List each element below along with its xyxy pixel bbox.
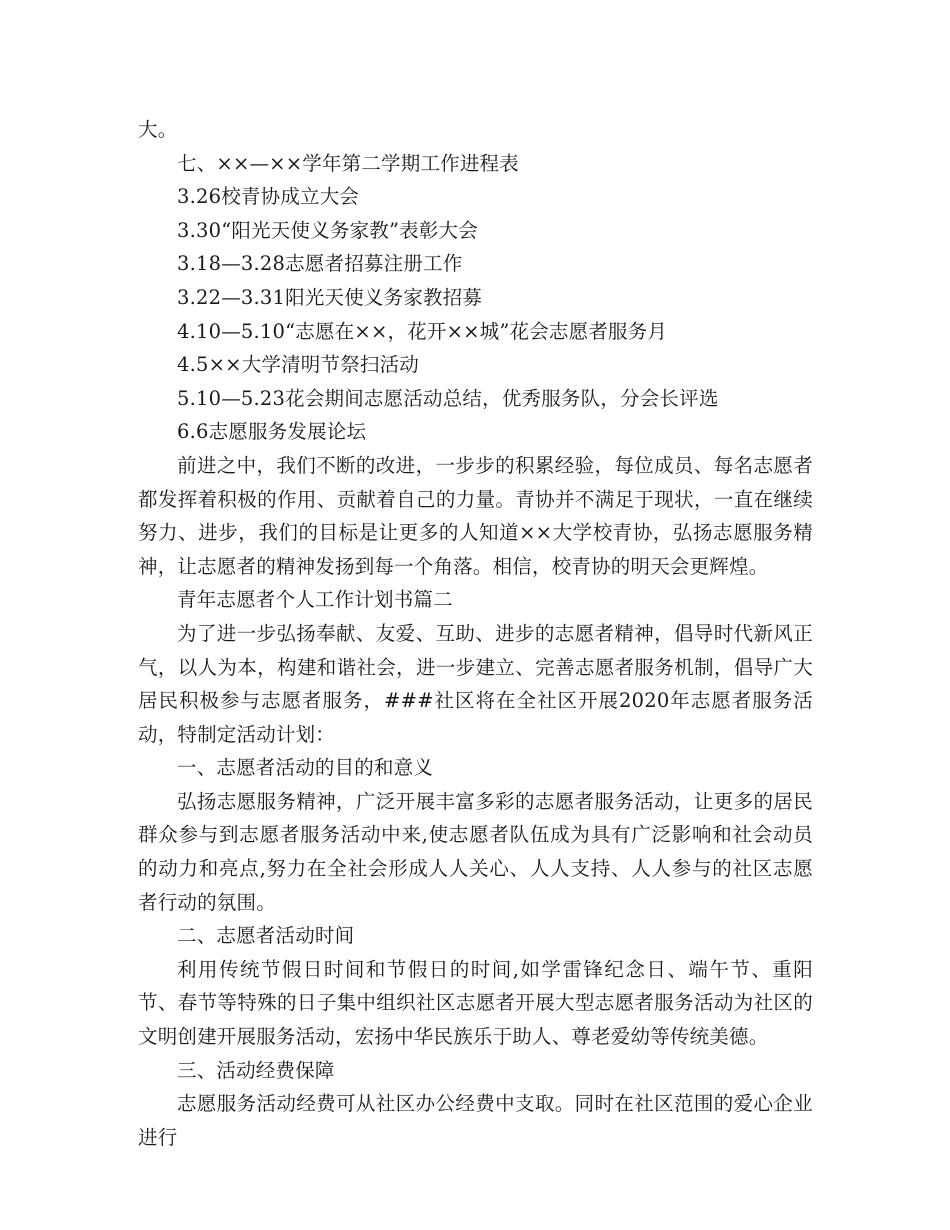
schedule-item: 3.26校青协成立大会 [177, 185, 360, 209]
body-paragraph: 志愿服务活动经费可从社区办公经费中支取。同时在社区范围的爱心企业进行 [138, 1092, 813, 1149]
section-heading: 三、活动经费保障 [177, 1058, 335, 1082]
schedule-item: 3.18—3.28志愿者招募注册工作 [177, 252, 463, 276]
schedule-item: 3.30“阳光天使义务家教”表彰大会 [177, 218, 478, 242]
schedule-item: 4.10—5.10“志愿在××，花开××城”花会志愿者服务月 [177, 319, 668, 343]
article-title: 青年志愿者个人工作计划书篇二 [177, 588, 453, 612]
schedule-item: 3.22—3.31阳光天使义务家教招募 [177, 285, 483, 309]
body-paragraph: 利用传统节假日时间和节假日的时间,如学雷锋纪念日、端午节、重阳节、春节等特殊的日子集中组织社区志愿者开展大型志愿者服务活动为社区的文明创建开展服务活动，宏扬中华民族乐于助人、尊老爱幼等传统美德。 [138, 957, 813, 1049]
paragraph-continuation: 大。 [138, 118, 178, 141]
body-paragraph: 为了进一步弘扬奉献、友爱、互助、进步的志愿者精神，倡导时代新风正气，以人为本，构建和谐社会，进一步建立、完善志愿者服务机制，倡导广大居民积极参与志愿者服务，###社区将在全社区开展2020年志愿者服务活动，特制定活动计划： [138, 621, 813, 746]
section-heading: 二、志愿者活动时间 [177, 924, 355, 948]
section-heading-schedule: 七、××—××学年第二学期工作进程表 [177, 151, 519, 175]
schedule-item: 4.5××大学清明节祭扫活动 [177, 353, 419, 377]
body-paragraph: 弘扬志愿服务精神，广泛开展丰富多彩的志愿者服务活动，让更多的居民群众参与到志愿者服务活动中来,使志愿者队伍成为具有广泛影响和社会动员的动力和亮点,努力在全社会形成人人关心、人人支持、人人参与的社区志愿者行动的氛围。 [138, 789, 813, 914]
schedule-item: 5.10—5.23花会期间志愿活动总结，优秀服务队，分会长评选 [177, 386, 719, 410]
schedule-item: 6.6志愿服务发展论坛 [177, 420, 367, 444]
body-paragraph: 前进之中，我们不断的改进，一步步的积累经验，每位成员、每名志愿者都发挥着积极的作用、贡献着自己的力量。青协并不满足于现状，一直在继续努力、进步，我们的目标是让更多的人知道××大学校青协，弘扬志愿服务精神，让志愿者的精神发扬到每一个角落。相信，校青协的明天会更辉煌。 [138, 453, 813, 578]
document-body [138, 113, 813, 1154]
section-heading: 一、志愿者活动的目的和意义 [177, 756, 434, 780]
